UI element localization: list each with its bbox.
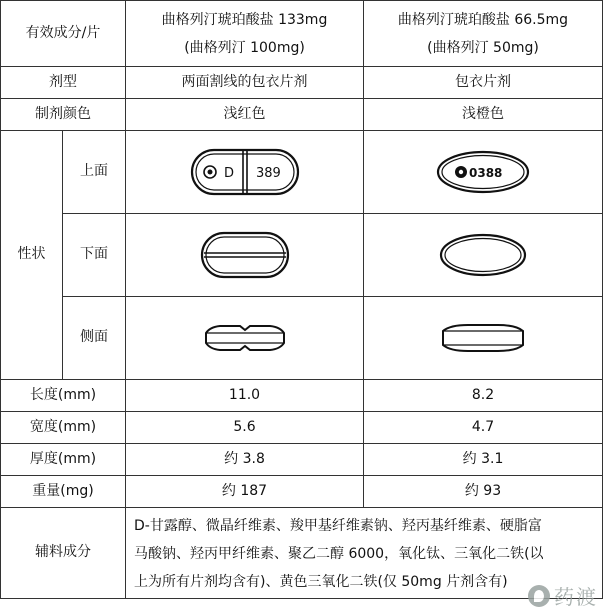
tablet-a-top-image: [190, 147, 300, 197]
tablet-b-top-cell: [364, 131, 603, 214]
weight-a: 约 187: [126, 476, 364, 508]
length-b: 8.2: [364, 380, 603, 412]
appearance-bottom-label: 下面: [63, 214, 126, 297]
dosage-form-label: 剂型: [1, 67, 126, 99]
appearance-side-label: 侧面: [63, 297, 126, 380]
header-row: [1, 1, 603, 67]
tablet-b-top-image: [435, 149, 531, 195]
color-a: 浅红色: [126, 99, 364, 131]
width-row: [1, 412, 603, 444]
header-133mg-line2: (曲格列汀 100mg): [184, 39, 305, 56]
header-66mg-line1: 曲格列汀琥珀酸盐 66.5mg: [397, 11, 569, 28]
tablet-a-side-cell: [126, 297, 364, 380]
tablet-a-top-cell: [126, 131, 364, 214]
excipients-row: [1, 508, 603, 599]
tablet-b-bottom-image: [438, 232, 528, 278]
header-133mg-line1: 曲格列汀琥珀酸盐 133mg: [161, 11, 328, 28]
tablet-a-bottom-image: [200, 230, 290, 280]
tablet-a-bottom-cell: [126, 214, 364, 297]
thickness-a: 约 3.8: [126, 444, 364, 476]
thickness-row: [1, 444, 603, 476]
weight-b: 约 93: [364, 476, 603, 508]
appearance-top-label: 上面: [63, 131, 126, 214]
length-row: [1, 380, 603, 412]
width-a: 5.6: [126, 412, 364, 444]
excipients-line-3: 上为所有片剂均含有)、黄色三氧化二铁(仅 50mg 片剂含有): [134, 574, 508, 590]
excipients-line-1: D-甘露醇、微晶纤维素、羧甲基纤维素钠、羟丙基纤维素、硬脂富: [134, 518, 542, 534]
appearance-side-row: [1, 297, 603, 380]
color-row: [1, 99, 603, 131]
header-ingredient-label: 有效成分/片: [1, 1, 126, 67]
appearance-label: 性状: [1, 131, 63, 380]
weight-label: 重量(mg): [1, 476, 126, 508]
tablet-b-side-cell: [364, 297, 603, 380]
excipients-label: 辅料成分: [1, 508, 126, 599]
watermark-text: 药渡: [554, 585, 598, 609]
color-b: 浅橙色: [364, 99, 603, 131]
excipients-line-2: 马酸钠、羟丙甲纤维素、聚乙二醇 6000，氧化钛、三氧化二铁(以: [134, 546, 544, 562]
dosage-form-b: 包衣片剂: [364, 67, 603, 99]
header-66mg-line2: (曲格列汀 50mg): [427, 39, 539, 56]
length-label: 长度(mm): [1, 380, 126, 412]
thickness-b: 约 3.1: [364, 444, 603, 476]
tablet-b-imprint: 0388: [469, 166, 503, 180]
weight-row: [1, 476, 603, 508]
appearance-top-row: [1, 131, 603, 214]
dosage-form-a: 两面割线的包衣片剂: [126, 67, 364, 99]
tablet-a-side-image: [200, 321, 290, 355]
tablet-a-imprint-left: D: [223, 166, 234, 181]
header-66mg: [364, 1, 603, 67]
tablet-b-side-image: [438, 321, 528, 355]
width-b: 4.7: [364, 412, 603, 444]
width-label: 宽度(mm): [1, 412, 126, 444]
header-133mg: [126, 1, 364, 67]
excipients-text: [126, 508, 603, 599]
color-label: 制剂颜色: [1, 99, 126, 131]
dosage-form-row: [1, 67, 603, 99]
length-a: 11.0: [126, 380, 364, 412]
appearance-bottom-row: [1, 214, 603, 297]
tablet-a-imprint-right: 389: [255, 166, 281, 181]
thickness-label: 厚度(mm): [1, 444, 126, 476]
tablet-b-bottom-cell: [364, 214, 603, 297]
